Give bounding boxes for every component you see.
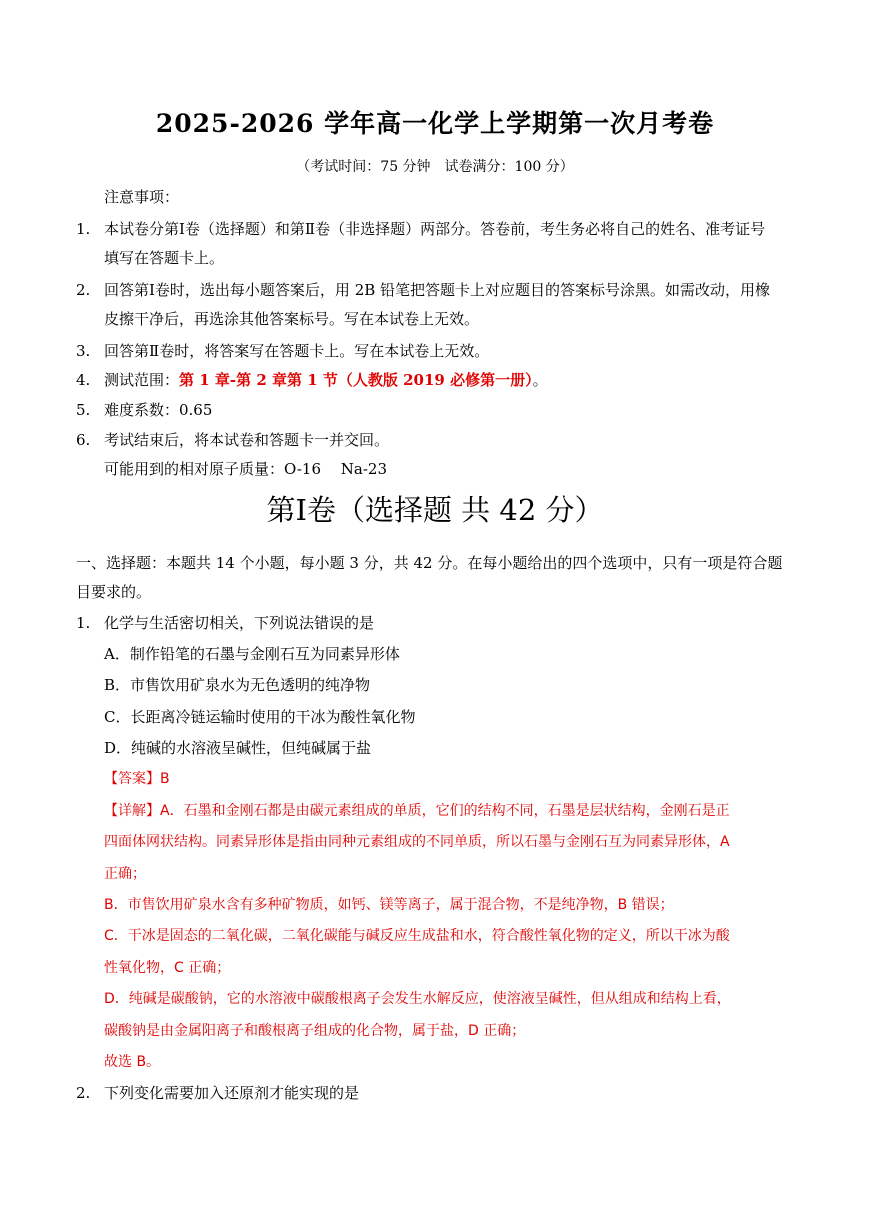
notice-item-2-cont: 皮擦干净后，再选涂其他答案标号。写在本试卷上无效。 [104, 310, 480, 328]
question-1-stem: 1. 化学与生活密切相关，下列说法错误的是 [76, 614, 375, 632]
question-1-detail-1: 【详解】A．石墨和金刚石都是由碳元素组成的单质，它们的结构不同，石墨是层状结构，金刚石是正 [104, 803, 730, 819]
question-1-detail-4: B．市售饮用矿泉水含有多种矿物质，如钙、镁等离子，属于混合物，不是纯净物，B 错误； [104, 897, 674, 913]
question-1-answer: 【答案】B [104, 771, 170, 787]
test-range: 第 1 章-第 2 章第 1 节（人教版 2019 必修第一册） [179, 371, 533, 389]
atomic-mass: 可能用到的相对原子质量：O-16 Na-23 [104, 460, 387, 478]
question-1-detail-5: C．干冰是固态的二氧化碳，二氧化碳能与碱反应生成盐和水，符合酸性氧化物的定义，所以干冰为酸 [104, 928, 730, 944]
notice-item-2: 2. 回答第Ⅰ卷时，选出每小题答案后，用 2B 铅笔把答题卡上对应题目的答案标号涂黑。如需改动，用橡 [76, 281, 771, 299]
question-1-detail-7: D．纯碱是碳酸钠，它的水溶液中碳酸根离子会发生水解反应，使溶液呈碱性，但从组成和结构上看， [104, 991, 731, 1007]
notice-item-1-cont: 填写在答题卡上。 [104, 249, 225, 267]
question-1-option-d: D．纯碱的水溶液呈碱性，但纯碱属于盐 [104, 739, 372, 757]
question-2-stem: 2. 下列变化需要加入还原剂才能实现的是 [76, 1084, 360, 1102]
notice-item-1: 1. 本试卷分第Ⅰ卷（选择题）和第Ⅱ卷（非选择题）两部分。答卷前，考生务必将自己的姓名、准考证号 [76, 220, 766, 238]
question-1-detail-9: 故选 B。 [104, 1054, 161, 1070]
section-intro: 一、选择题：本题共 14 个小题，每小题 3 分，共 42 分。在每小题给出的四个选项中，只有一项是符合题 [76, 554, 783, 572]
notice-item-5: 5. 难度系数：0.65 [76, 401, 213, 419]
question-1-option-a: A．制作铅笔的石墨与金刚石互为同素异形体 [104, 645, 400, 663]
notice-heading: 注意事项： [104, 188, 180, 206]
exam-title: 2025-2026 学年高一化学上学期第一次月考卷 [155, 109, 715, 138]
section-title: 第Ⅰ卷（选择题 共 42 分） [266, 493, 604, 527]
question-1-detail-8: 碳酸钠是由金属阳离子和酸根离子组成的化合物，属于盐，D 正确； [104, 1023, 526, 1039]
notice-item-4: 4. 测试范围：第 1 章-第 2 章第 1 节（人教版 2019 必修第一册）。 [76, 371, 548, 389]
question-1-detail-2: 四面体网状结构。同素异形体是指由同种元素组成的不同单质，所以石墨与金刚石互为同素异形体，A [104, 834, 730, 850]
notice-item-6: 6. 考试结束后，将本试卷和答题卡一并交回。 [76, 431, 390, 449]
section-intro-cont: 目要求的。 [76, 583, 152, 601]
question-1-option-b: B．市售饮用矿泉水为无色透明的纯净物 [104, 676, 371, 694]
question-1-detail-6: 性氧化物，C 正确； [104, 960, 231, 976]
notice-item-3: 3. 回答第Ⅱ卷时，将答案写在答题卡上。写在本试卷上无效。 [76, 342, 490, 360]
exam-subtitle: （考试时间：75 分钟 试卷满分：100 分） [296, 159, 574, 175]
question-1-detail-3: 正确； [104, 866, 146, 882]
question-1-option-c: C．长距离冷链运输时使用的干冰为酸性氧化物 [104, 708, 416, 726]
